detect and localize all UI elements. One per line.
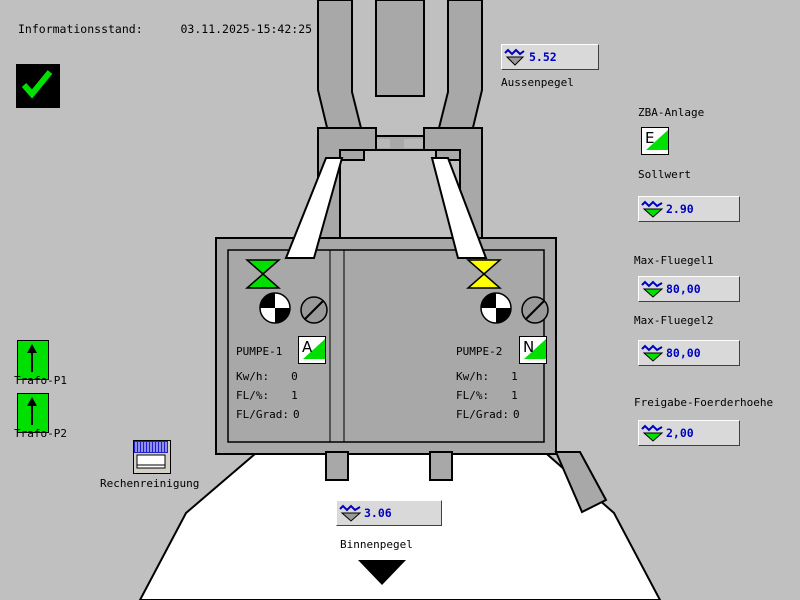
gauge-freigabe[interactable] [638, 420, 740, 446]
pump1-row0-label: Kw/h: [236, 370, 270, 383]
check-mark-icon[interactable] [16, 64, 60, 108]
pump2-row2-label: FL/Grad: [456, 408, 509, 421]
trafo-p1-label: Trafo-P1 [14, 374, 67, 387]
gauge-max-fluegel2[interactable] [638, 340, 740, 366]
gauge-sollwert[interactable] [638, 196, 740, 222]
pump2-row1-label: FL/%: [456, 389, 490, 402]
pump1-row1-value: 1 [291, 389, 298, 402]
trafo-p2-label: Trafo-P2 [14, 427, 67, 440]
pump2-row2-value: 0 [512, 408, 520, 421]
pump2-valve-icon[interactable] [466, 258, 502, 294]
pump2-row1-value: 1 [511, 389, 518, 402]
pump1-readouts [236, 370, 300, 427]
pump1-motor-icon[interactable] [259, 292, 291, 328]
gauge-freigabe-label: Freigabe-Foerderhoehe [634, 396, 774, 409]
info-label: Informationsstand: [18, 22, 143, 36]
pump1-valve-icon[interactable] [245, 258, 281, 294]
gauge-max-fluegel2-label: Max-Fluegel2 [634, 314, 714, 327]
water-level-icon [639, 197, 665, 221]
zba-anlage-label: ZBA-Anlage [638, 106, 705, 119]
pump1-name: PUMPE-1 [236, 345, 283, 358]
water-level-icon [502, 45, 528, 69]
water-level-icon [639, 421, 665, 445]
pump2-mode-indicator[interactable] [519, 336, 547, 364]
pump2-motor-icon[interactable] [480, 292, 512, 328]
gauge-binnenpegel[interactable] [336, 500, 442, 526]
gauge-aussenpegel[interactable] [501, 44, 599, 70]
water-level-icon [639, 341, 665, 365]
pump1-row2-value: 0 [292, 408, 300, 421]
pump2-mode-letter: N [523, 338, 535, 356]
zba-mode-letter: E [645, 129, 655, 147]
water-level-icon [639, 277, 665, 301]
gauge-value: 2.90 [666, 202, 694, 216]
pump1-mode-letter: A [302, 338, 313, 356]
gauge-max-fluegel1-label: Max-Fluegel1 [634, 254, 714, 267]
pump2-name: PUMPE-2 [456, 345, 503, 358]
pump1-row0-value: 0 [291, 370, 298, 383]
pump2-row0-value: 1 [511, 370, 518, 383]
gauge-value: 5.52 [529, 50, 557, 64]
pump2-damper-icon[interactable] [521, 296, 549, 328]
pump1-row2-label: FL/Grad: [236, 408, 289, 421]
pump2-row0-label: Kw/h: [456, 370, 490, 383]
gauge-sollwert-label: Sollwert [638, 168, 691, 181]
gauge-value: 80,00 [666, 346, 701, 360]
gauge-value: 3.06 [364, 506, 392, 520]
gauge-value: 80,00 [666, 282, 701, 296]
info-timestamp: 03.11.2025-15:42:25 [180, 22, 313, 36]
zba-mode-indicator[interactable] [641, 127, 669, 155]
pump2-readouts [456, 370, 520, 427]
gauge-max-fluegel1[interactable] [638, 276, 740, 302]
gauge-value: 2,00 [666, 426, 694, 440]
gauge-binnenpegel-label: Binnenpegel [340, 538, 413, 551]
rechenreinigung-label: Rechenreinigung [100, 477, 200, 490]
gauge-aussenpegel-label: Aussenpegel [501, 76, 574, 89]
rake-cleaner-icon[interactable] [133, 440, 171, 474]
info-timestamp-bar [18, 22, 312, 36]
pump1-mode-indicator[interactable] [298, 336, 326, 364]
pump1-row1-label: FL/%: [236, 389, 270, 402]
pump1-damper-icon[interactable] [300, 296, 328, 328]
water-level-icon [337, 501, 363, 525]
